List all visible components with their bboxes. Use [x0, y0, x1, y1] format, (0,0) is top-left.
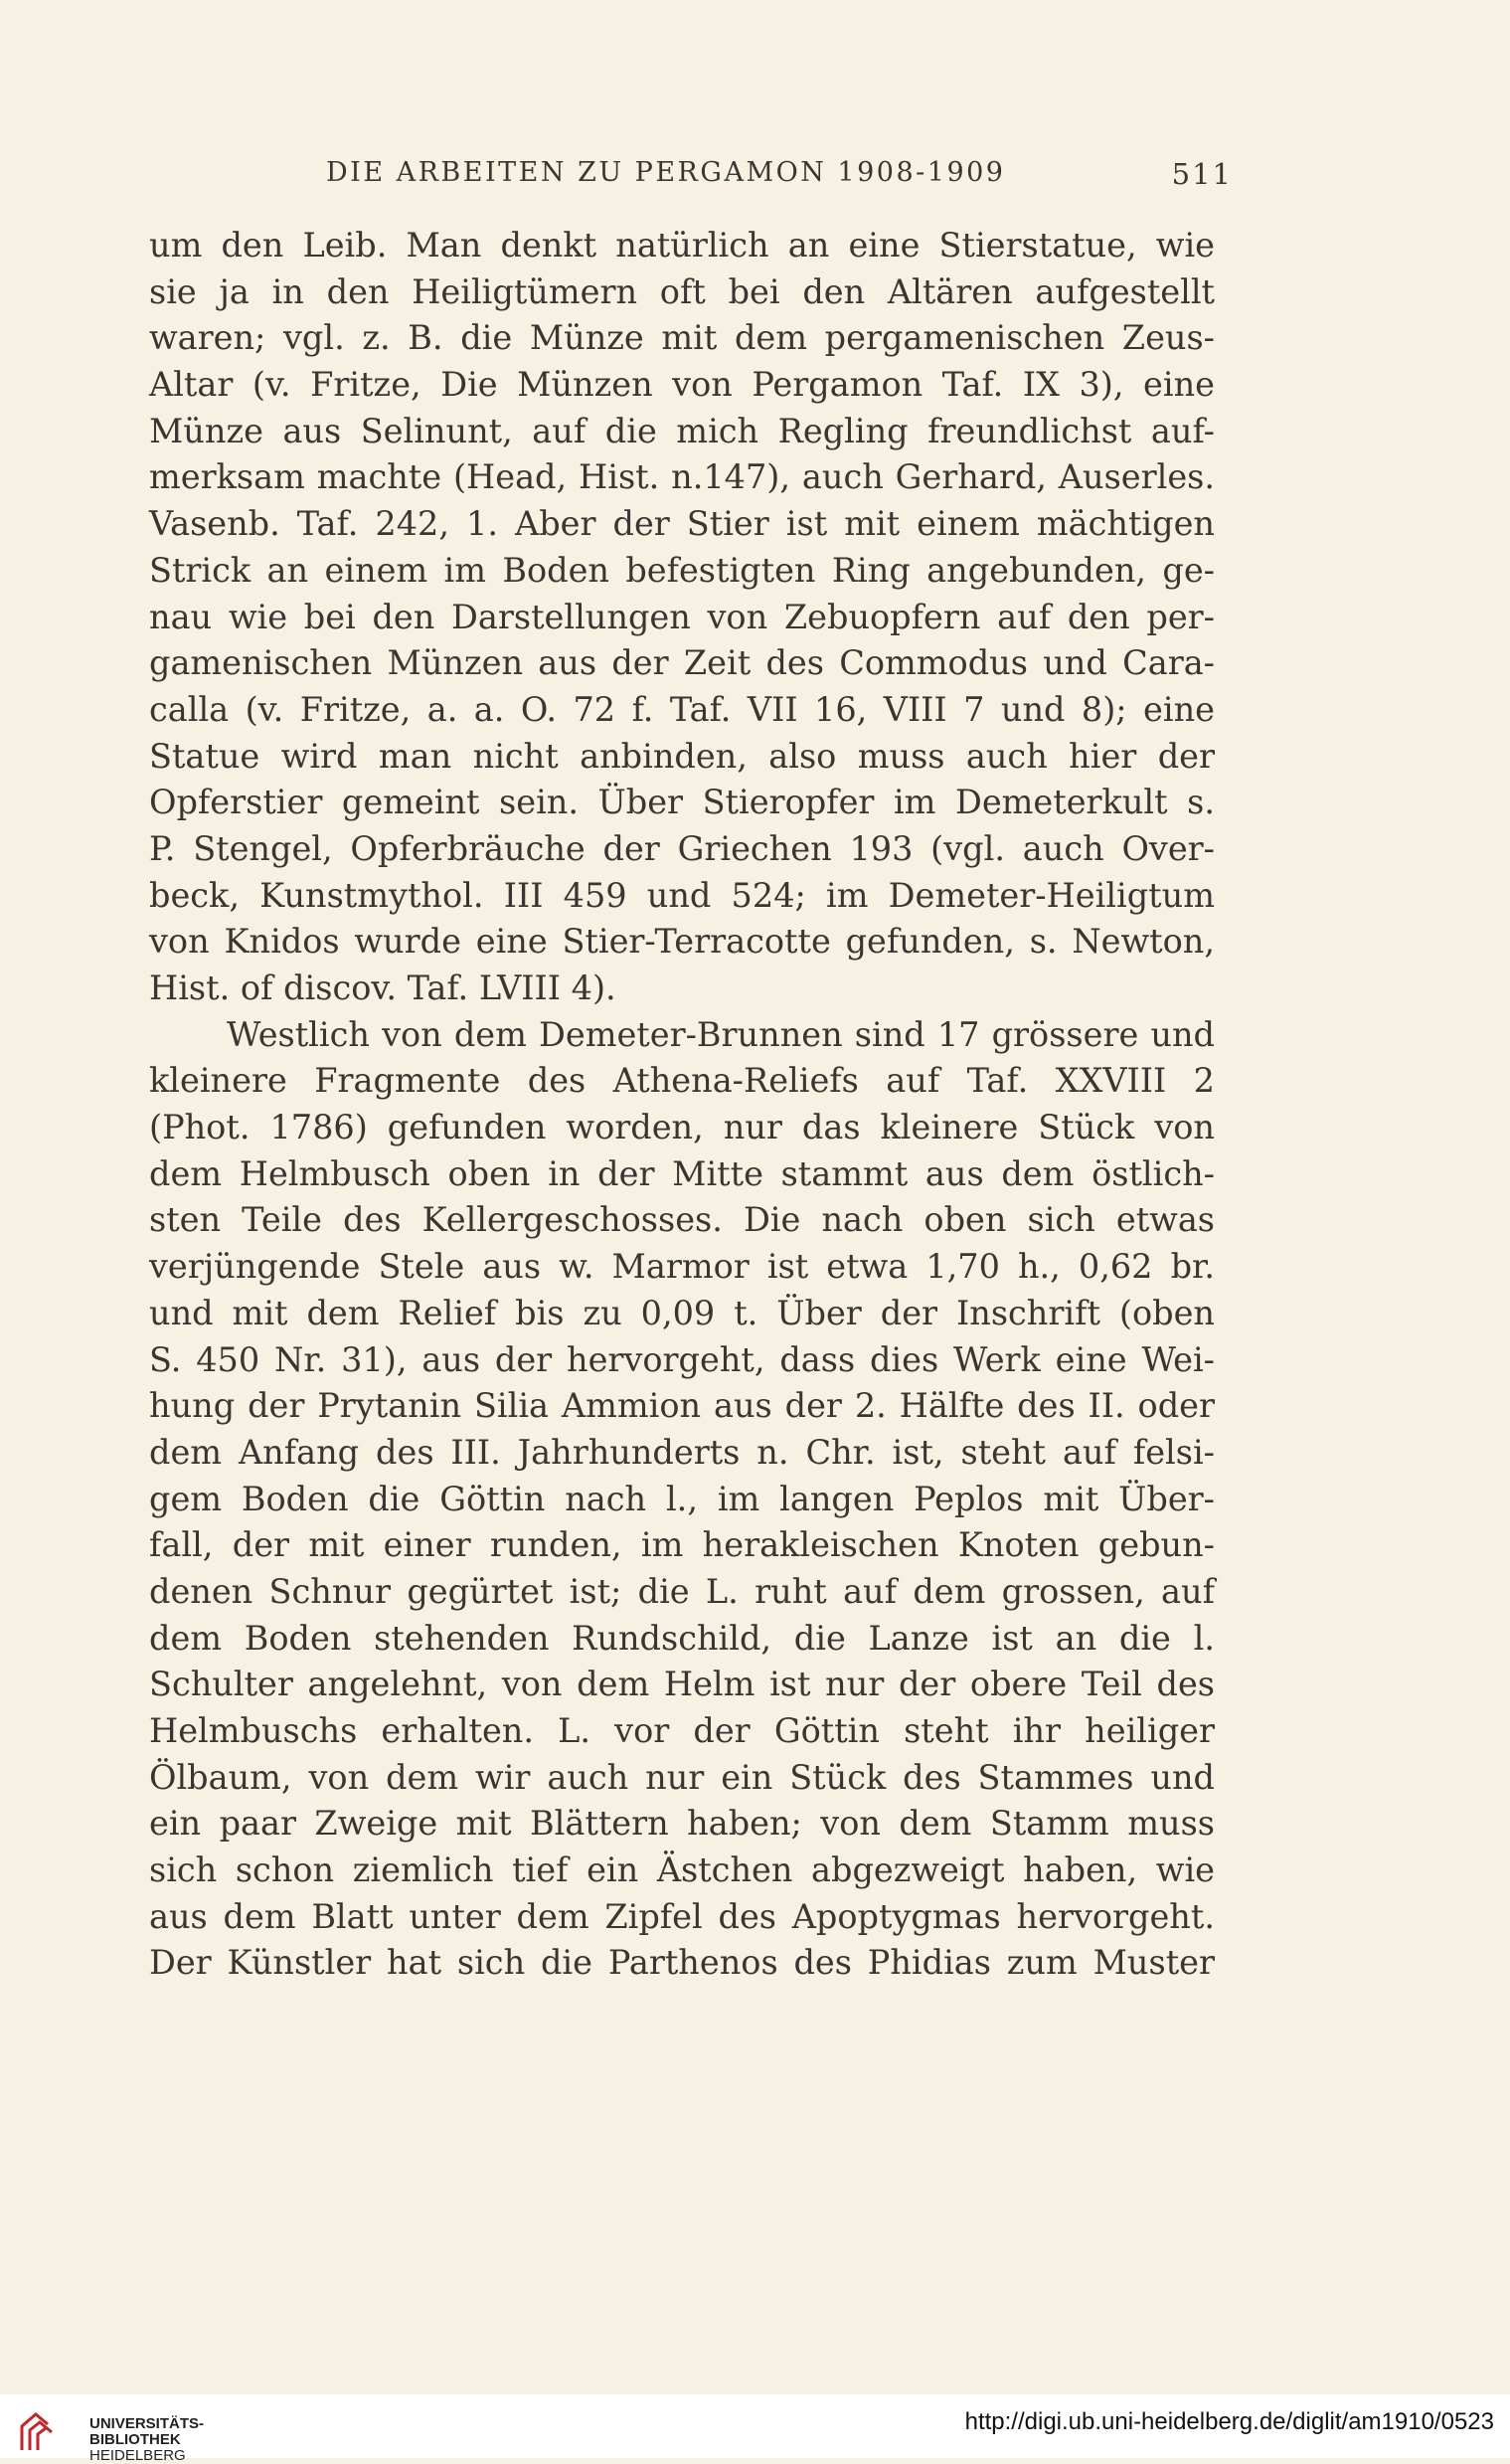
- text-line: S. 450 Nr. 31), aus der hervorgeht, dass dies Werk eine Wei-: [149, 1339, 1215, 1379]
- text-line: gamenischen Münzen aus der Zeit des Commodus und Cara-: [149, 643, 1215, 683]
- text-line: dem Helmbusch oben in der Mitte stammt aus dem östlich-: [149, 1153, 1215, 1193]
- body-text: [149, 223, 1215, 1987]
- text-line: von Knidos wurde eine Stier-Terracotte gefunden, s. Newton,: [149, 922, 1215, 962]
- text-line: Vasenb. Taf. 242, 1. Aber der Stier ist mit einem mächtigen: [149, 504, 1215, 544]
- text-line: kleinere Fragmente des Athena-Reliefs auf Taf. XXVIII 2: [149, 1061, 1215, 1101]
- page-header: [149, 157, 1233, 197]
- running-title: DIE ARBEITEN ZU PERGAMON 1908-1909: [326, 157, 1006, 188]
- library-name: [89, 2416, 204, 2464]
- text-line: calla (v. Fritze, a. a. O. 72 f. Taf. VII 16, VIII 7 und 8); eine: [149, 689, 1215, 729]
- text-line: um den Leib. Man denkt natürlich an eine Stierstatue, wie: [149, 226, 1215, 264]
- text-line: Der Künstler hat sich die Parthenos des Phidias zum Muster: [149, 1943, 1215, 1983]
- text-line: fall, der mit einer runden, im herakleischen Knoten gebun-: [149, 1525, 1215, 1565]
- text-line: sie ja in den Heiligtümern oft bei den Altären aufgestellt: [149, 271, 1215, 311]
- text-line: und mit dem Relief bis zu 0,09 t. Über der Inschrift (oben: [149, 1293, 1215, 1332]
- text-line: waren; vgl. z. B. die Münze mit dem pergamenischen Zeus-: [149, 318, 1215, 358]
- text-line: (Phot. 1786) gefunden worden, nur das kleinere Stück von: [149, 1108, 1215, 1147]
- text-line: Statue wird man nicht anbinden, also muss auch hier der: [149, 736, 1215, 776]
- text-line: aus dem Blatt unter dem Zipfel des Apoptygmas hervorgeht.: [149, 1896, 1215, 1936]
- text-line: dem Anfang des III. Jahrhunderts n. Chr. ist, steht auf felsi-: [149, 1432, 1215, 1472]
- text-line: Westlich von dem Demeter-Brunnen sind 17 grössere und: [227, 1014, 1215, 1054]
- text-line: merksam machte (Head, Hist. n.147), auch Gerhard, Auserles.: [149, 457, 1215, 497]
- text-line: sten Teile des Kellergeschosses. Die nach oben sich etwas: [149, 1200, 1215, 1240]
- text-line: ein paar Zweige mit Blättern haben; von dem Stamm muss: [149, 1804, 1215, 1844]
- text-line: Strick an einem im Boden befestigten Ring angebunden, ge-: [149, 550, 1215, 590]
- source-url-link[interactable]: http://digi.ub.uni-heidelberg.de/diglit/am1910/0523: [964, 2408, 1494, 2435]
- text-line: dem Boden stehenden Rundschild, die Lanze ist an die l.: [149, 1618, 1215, 1658]
- library-name-line: HEIDELBERG: [89, 2447, 186, 2464]
- text-line: P. Stengel, Opferbräuche der Griechen 193 (vgl. auch Over-: [149, 828, 1215, 868]
- text-line: Helmbuschs erhalten. L. vor der Göttin steht ihr heiliger: [149, 1711, 1215, 1750]
- text-line: hung der Prytanin Silia Ammion aus der 2. Hälfte des II. oder: [149, 1386, 1215, 1426]
- text-line: denen Schnur gegürtet ist; die L. ruht auf dem grossen, auf: [149, 1571, 1215, 1611]
- text-line: Opferstier gemeint sein. Über Stieropfer im Demeterkult s.: [149, 783, 1215, 822]
- heidelberg-library-logo-icon: [18, 2412, 76, 2452]
- library-name-line: BIBLIOTHEK: [89, 2431, 181, 2448]
- text-line: verjüngende Stele aus w. Marmor ist etwa 1,70 h., 0,62 br.: [149, 1247, 1215, 1287]
- text-line: sich schon ziemlich tief ein Ästchen abgezweigt haben, wie: [149, 1850, 1215, 1890]
- library-name-line: UNIVERSITÄTS-: [89, 2415, 205, 2432]
- text-line: Ölbaum, von dem wir auch nur ein Stück des Stammes und: [149, 1757, 1215, 1797]
- text-line: beck, Kunstmythol. III 459 und 524; im Demeter-Heiligtum: [149, 875, 1215, 915]
- page-number: 511: [1171, 157, 1233, 191]
- text-line: Altar (v. Fritze, Die Münzen von Pergamon Taf. IX 3), eine: [149, 365, 1215, 405]
- footer-bar: [0, 2394, 1510, 2464]
- text-line: Münze aus Selinunt, auf die mich Regling freundlichst auf-: [149, 411, 1215, 450]
- text-line: Schulter angelehnt, von dem Helm ist nur der obere Teil des: [149, 1665, 1215, 1704]
- text-line: nau wie bei den Darstellungen von Zebuopfern auf den per-: [149, 597, 1215, 636]
- text-line: Hist. of discov. Taf. LVIII 4).: [149, 968, 616, 1007]
- text-line: gem Boden die Göttin nach l., im langen Peplos mit Über-: [149, 1479, 1215, 1518]
